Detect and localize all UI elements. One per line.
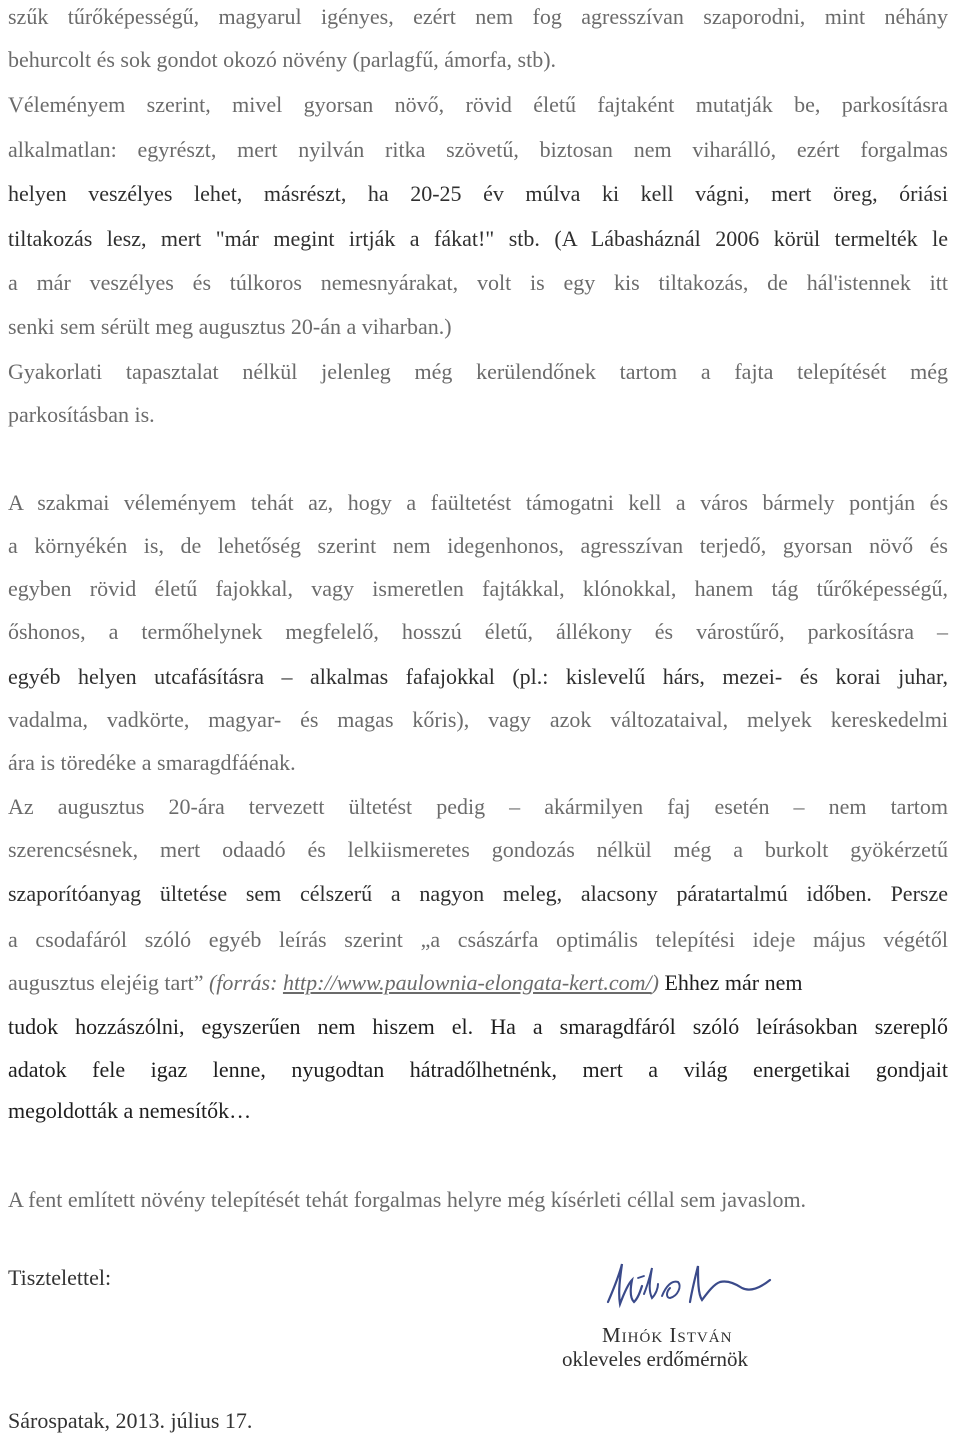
- signer-name: Mihók István: [602, 1323, 733, 1347]
- text-line: Gyakorlati tapasztalat nélkül jelenleg még kerülendőnek tartom a fajta telepítését még: [8, 359, 948, 384]
- conclusion-line: A fent említett növény telepítését tehát forgalmas helyre még kísérleti céllal sem javaslom.: [8, 1187, 807, 1212]
- text-line: szaporítóanyag ültetése sem célszerű a nagyon meleg, alacsony páratartalmú időben. Persze: [8, 881, 948, 906]
- text-line: szűk tűrőképességű, magyarul igényes, ezért nem fog agresszívan szaporodni, mint néhány: [8, 4, 948, 29]
- text-line: parkosításban is.: [8, 402, 155, 427]
- text-segment: ): [651, 970, 659, 995]
- text-line: tiltakozás lesz, mert "már megint irtják a fákat!" stb. (A Lábasháznál 2006 körül termelték le: [8, 226, 948, 251]
- signer-title: okleveles erdőmérnök: [562, 1347, 749, 1371]
- text-line: A szakmai véleményem tehát az, hogy a faültetést támogatni kell a város bármely pontján és: [8, 490, 948, 515]
- text-line: a már veszélyes és túlkoros nemesnyárakat, volt is egy kis tiltakozás, de hál'istennek itt: [8, 270, 948, 295]
- text-line: megoldották a nemesítők…: [8, 1098, 252, 1123]
- text-line: helyen veszélyes lehet, másrészt, ha 20-25 év múlva ki kell vágni, mert öreg, óriási: [8, 181, 948, 206]
- text-line: szerencsésnek, mert odaadó és lelkiismeretes gondozás nélkül még a burkolt gyökérzetű: [8, 837, 948, 862]
- text-line: ára is töredéke a smaragdfáénak.: [8, 750, 296, 775]
- text-line: vadalma, vadkörte, magyar- és magas kőris), vagy azok változataival, melyek kereskedelmi: [8, 707, 948, 732]
- text-line: őshonos, a termőhelynek megfelelő, hosszú életű, állékony és várostűrő, parkosításra –: [8, 619, 948, 644]
- text-line: a környékén is, de lehetőség szerint nem idegenhonos, agresszívan terjedő, gyorsan növő és: [8, 533, 948, 558]
- source-link[interactable]: http://www.paulownia-elongata-kert.com/: [282, 970, 652, 995]
- greeting: Tisztelettel:: [8, 1265, 112, 1290]
- handwritten-signature: [600, 1258, 780, 1320]
- text-line: Véleményem szerint, mivel gyorsan növő, rövid életű fajtaként mutatják be, parkosításra: [8, 92, 948, 117]
- place-date: Sárospatak, 2013. július 17.: [8, 1408, 253, 1433]
- text-segment: Ehhez már nem: [658, 970, 803, 995]
- text-line: behurcolt és sok gondot okozó növény (parlagfű, ámorfa, stb).: [8, 47, 557, 72]
- text-segment: augusztus elejéig tart”: [8, 970, 204, 995]
- text-line: tudok hozzászólni, egyszerűen nem hiszem el. Ha a smaragdfáról szóló leírásokban szereplő: [8, 1014, 948, 1039]
- source-label: (forrás:: [208, 970, 278, 995]
- text-line: egyéb helyen utcafásításra – alkalmas fafajokkal (pl.: kislevelű hárs, mezei- és korai juhar,: [8, 664, 948, 689]
- text-line: alkalmatlan: egyrészt, mert nyilván ritka szövetű, biztosan nem viharálló, ezért forgalmas: [8, 137, 948, 162]
- text-line: senki sem sérült meg augusztus 20-án a viharban.): [8, 314, 452, 339]
- text-line: a csodafáról szóló egyéb leírás szerint „a császárfa optimális telepítési ideje május végétől: [8, 927, 948, 952]
- text-line: adatok fele igaz lenne, nyugodtan hátradőlhetnénk, mert a világ energetikai gondjait: [8, 1057, 948, 1082]
- source-line: [8, 968, 948, 998]
- text-line: egyben rövid életű fajokkal, vagy ismeretlen fajtákkal, klónokkal, hanem tág tűrőképességű,: [8, 576, 948, 601]
- text-line: Az augusztus 20-ára tervezett ültetést pedig – akármilyen faj esetén – nem tartom: [8, 794, 948, 819]
